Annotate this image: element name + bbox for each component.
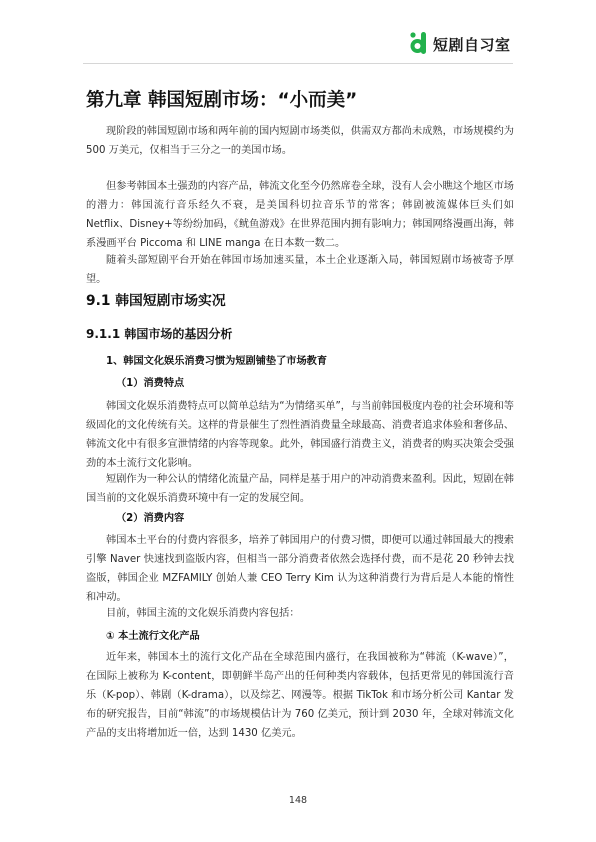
brand-d-icon xyxy=(409,31,429,57)
item-heading-local-pop-culture: ① 本土流行文化产品 xyxy=(106,631,200,642)
sub-heading-consumption-traits: （1）消费特点 xyxy=(116,378,185,389)
consumption-content-paragraph-2: 目前，韩国主流的文化娱乐消费内容包括： xyxy=(106,608,300,619)
section-heading: 9.1 韩国短剧市场实况 xyxy=(86,293,226,309)
subsection-heading: 9.1.1 韩国市场的基因分析 xyxy=(86,327,233,341)
page-number: 148 xyxy=(288,795,308,806)
consumption-content-paragraph-1: 韩国本土平台的付费内容很多，培养了韩国用户的付费习惯，即便可以通过韩国最大的搜索引擎 Naver 快速找到盗版内容，但相当一部分消费者依然会选择付费，而不是花 20 秒钟去找盗版，韩国企业 MZFAMILY 创始人兼 CEO Terry Kim 认为这种消费行为背后是人本能的惰性和冲动。 xyxy=(86,535,514,603)
brand-name: 短剧自习室 xyxy=(433,35,511,54)
chapter-title: 第九章 韩国短剧市场：“小而美” xyxy=(86,90,358,111)
sub-heading-consumption-content: （2）消费内容 xyxy=(116,513,185,524)
local-pop-culture-paragraph: 近年来，韩国本土的流行文化产品在全球范围内盛行，在我国被称为“韩流（K-wave）”，在国际上被称为 K-content，即朝鲜半岛产出的任何种类内容载体，包括更常见的韩国流行音乐（K-pop）、韩剧（K-drama），以及综艺、网漫等。根据 TikTok 和市场分析公司 Kantar 发布的研究报告，目前“韩流”的市场规模估计为 760 亿美元，预计到 2030 年，全球对韩流文化产品的支出将增加近一倍，达到 1430 亿美元。 xyxy=(86,652,514,739)
consumption-traits-paragraph-2: 短剧作为一种公认的情绪化流量产品，同样是基于用户的冲动消费来盈利。因此，短剧在韩国当前的文化娱乐消费环境中有一定的发展空间。 xyxy=(86,474,514,504)
intro-paragraph-2: 但参考韩国本土强劲的内容产品，韩流文化至今仍然席卷全球，没有人会小瞧这个地区市场的潜力：韩国流行音乐经久不衰，是美国科切拉音乐节的常客；韩剧被流媒体巨头们如 Netflix、Disney+等纷纷加码，《鱿鱼游戏》在世界范围内拥有影响力；韩国网络漫画出海，韩系漫画平台 Piccoma 和 LINE manga 在日本数一数二。 xyxy=(86,181,514,249)
point-heading: 1、韩国文化娱乐消费习惯为短剧铺垫了市场教育 xyxy=(106,356,328,367)
consumption-traits-paragraph-1: 韩国文化娱乐消费特点可以简单总结为“为情绪买单”，与当前韩国极度内卷的社会环境和等级固化的文化传统有关。这样的背景催生了烈性酒消费量全球最高、消费者追求体验和奢侈品、韩流文化中有很多宣泄情绪的内容等现象。此外，韩国盛行消费主义，消费者的购买决策会受强劲的本土流行文化影响。 xyxy=(86,401,514,469)
brand-logo xyxy=(409,31,511,57)
header-divider xyxy=(83,63,513,64)
intro-paragraph-3: 随着头部短剧平台开始在韩国市场加速买量，本土企业逐渐入局，韩国短剧市场被寄予厚望。 xyxy=(86,255,514,285)
intro-paragraph-1: 现阶段的韩国短剧市场和两年前的国内短剧市场类似，供需双方都尚未成熟，市场规模约为 500 万美元，仅相当于三分之一的美国市场。 xyxy=(86,126,514,156)
